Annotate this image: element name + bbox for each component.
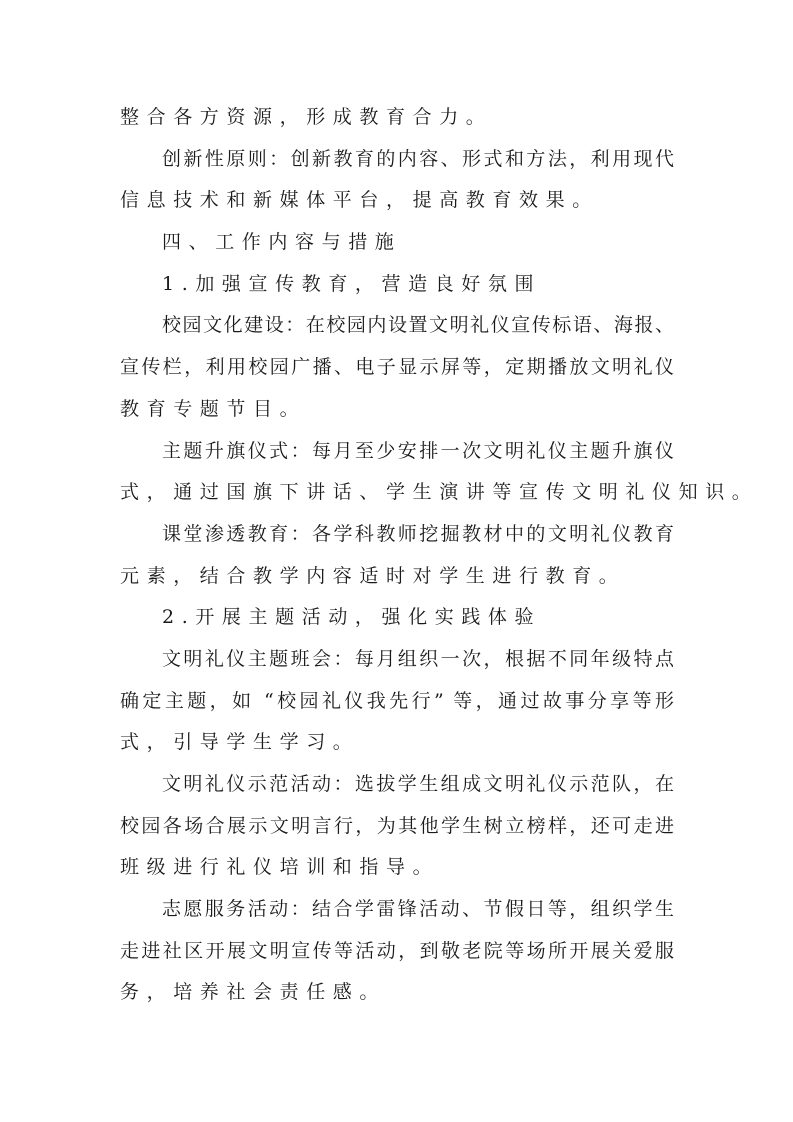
text-line: 班级进行礼仪培训和指导。: [120, 856, 440, 879]
text-line: 信息技术和新媒体平台，提高教育效果。: [120, 189, 599, 212]
paragraph: [120, 597, 674, 639]
text-line: 课堂渗透教育：各学科教师挖掘教材中的文明礼仪教育: [162, 522, 674, 545]
text-line: 四、工作内容与措施: [162, 231, 402, 254]
text-line: 文明礼仪示范活动：选拔学生组成文明礼仪示范队，在: [162, 773, 674, 795]
text-line: 确定主题，如 “校园礼仪我先行” 等，通过故事分享等形: [120, 689, 674, 712]
paragraph: [120, 764, 674, 889]
text-line: 教育专题节目。: [120, 397, 307, 420]
text-line: 1.加强宣传教育，营造良好氛围: [162, 272, 542, 295]
document-page: [120, 97, 759, 1014]
paragraph: [120, 97, 674, 139]
paragraph: [120, 514, 674, 597]
paragraph: [120, 139, 674, 222]
text-line: 校园各场合展示文明言行，为其他学生树立榜样，还可走进: [120, 814, 674, 837]
paragraph: [120, 264, 674, 306]
text-line: 宣传栏，利用校园广播、电子显示屏等，定期播放文明礼仪: [120, 356, 674, 379]
text-line: 式，引导学生学习。: [120, 731, 360, 754]
paragraph: [120, 889, 674, 1014]
text-line: 式，通过国旗下讲话、学生演讲等宣传文明礼仪知识。: [120, 481, 759, 504]
paragraph: [120, 305, 674, 430]
paragraph: [120, 431, 759, 514]
text-line: 务，培养社会责任感。: [120, 981, 387, 1004]
paragraph: [120, 222, 674, 264]
text-line: 2.开展主题活动，强化实践体验: [162, 606, 542, 629]
paragraph: [120, 639, 674, 764]
text-line: 整合各方资源，形成教育合力。: [120, 106, 493, 128]
text-line: 校园文化建设：在校园内设置文明礼仪宣传标语、海报、: [162, 314, 674, 337]
text-line: 元素，结合教学内容适时对学生进行教育。: [120, 564, 626, 587]
text-line: 志愿服务活动：结合学雷锋活动、节假日等，组织学生: [162, 898, 674, 921]
text-line: 主题升旗仪式：每月至少安排一次文明礼仪主题升旗仪: [162, 439, 674, 462]
text-line: 创新性原则：创新教育的内容、形式和方法，利用现代: [162, 147, 674, 170]
text-line: 文明礼仪主题班会：每月组织一次，根据不同年级特点: [162, 647, 674, 670]
text-line: 走进社区开展文明宣传等活动，到敬老院等场所开展关爱服: [120, 939, 674, 962]
